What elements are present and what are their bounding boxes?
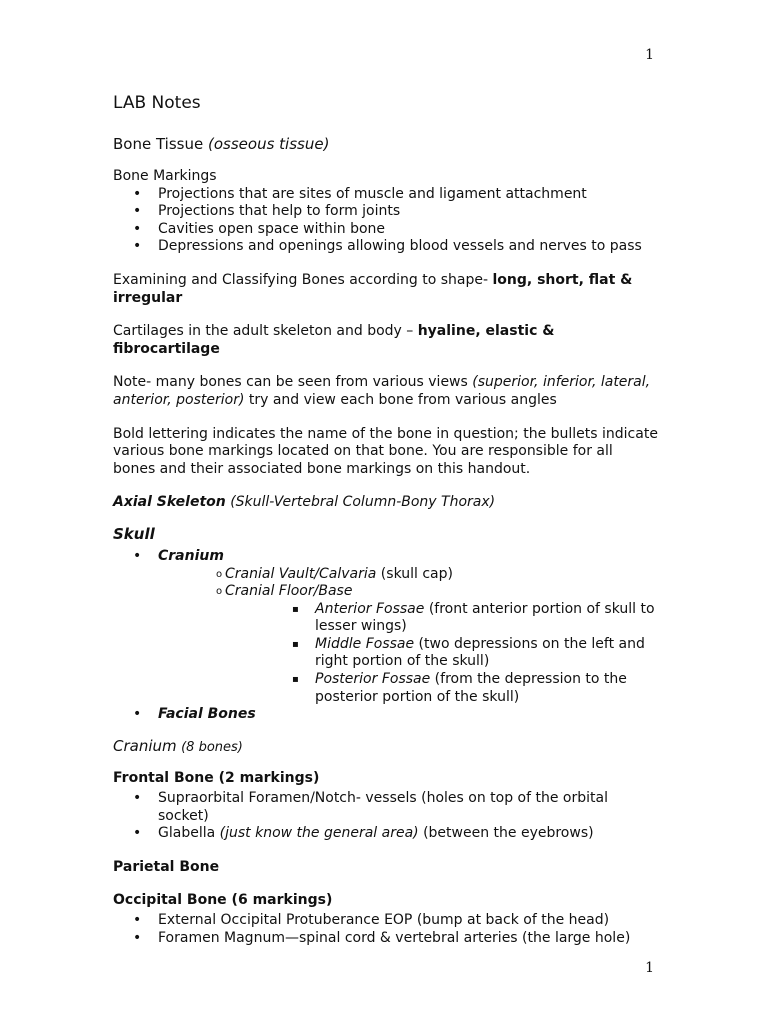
- bullet-icon: •: [133, 185, 142, 202]
- list-item: [113, 790, 658, 825]
- skull-heading: Skull: [113, 524, 155, 543]
- fossa-desc: (two depressions on the left and right portion of the skull): [315, 635, 645, 670]
- circle-bullet-icon: o: [216, 568, 223, 580]
- list-item: [225, 636, 658, 671]
- list-item: [158, 566, 658, 584]
- fossa-desc: (from the depression to the posterior portion of the skull): [315, 671, 627, 705]
- list-item: [158, 583, 658, 706]
- parietal-bone-heading: Parietal Bone: [113, 858, 220, 875]
- bullet-icon: •: [133, 706, 142, 723]
- square-bullet-icon: ▪: [292, 674, 299, 686]
- circle-bullet-icon: o: [216, 586, 223, 598]
- floor-name: Cranial Floor/Base: [225, 583, 353, 600]
- list-item: [113, 912, 658, 930]
- fossa-name: Anterior Fossae: [315, 600, 425, 617]
- bone-tissue-heading: [113, 134, 658, 154]
- axial-skeleton-note: (Skull-Vertebral Column-Bony Thorax): [230, 494, 496, 511]
- occipital-bone-heading: Occipital Bone (6 markings): [113, 892, 333, 909]
- frontal-bone-heading: Frontal Bone (2 markings): [113, 770, 320, 787]
- classifying-paragraph: [113, 272, 658, 307]
- bullet-icon: •: [133, 912, 142, 928]
- cranium-title: Cranium: [113, 736, 177, 755]
- cranium-parts: [158, 566, 658, 707]
- bullet-icon: •: [133, 547, 142, 564]
- list-item: [113, 221, 658, 239]
- note-views: (superior, inferior, lateral, anterior, posterior): [113, 374, 651, 408]
- list-item: [113, 930, 658, 948]
- bullet-icon: •: [133, 929, 142, 946]
- bone-tissue-title: Bone Tissue: [113, 135, 204, 153]
- classifying-text: Examining and Classifying Bones according to shape-: [113, 271, 493, 288]
- note-text-2: try and view each bone from various angles: [244, 391, 557, 408]
- vault-desc: (skull cap): [376, 565, 453, 582]
- list-item-text: Projections that help to form joints: [158, 203, 401, 220]
- cartilage-types: hyaline, elastic & fibrocartilage: [113, 323, 555, 357]
- fossa-name: Posterior Fossae: [315, 671, 431, 688]
- list-item-text: Cavities open space within bone: [158, 220, 386, 237]
- axial-skeleton-heading: [113, 494, 658, 512]
- bullet-icon: •: [133, 825, 142, 842]
- classifying-shapes: long, short, flat & irregular: [113, 271, 633, 306]
- fossae-list: [225, 601, 658, 707]
- list-item: [113, 186, 658, 204]
- list-item-text: Depressions and openings allowing blood vessels and nerves to pass: [158, 238, 642, 255]
- list-item: [113, 825, 658, 843]
- glabella-text: Glabella: [158, 825, 220, 842]
- cranium-label: Cranium: [158, 547, 224, 564]
- list-item: [225, 671, 658, 706]
- page-number-top: 1: [645, 47, 654, 63]
- list-item: [113, 548, 658, 706]
- cranium-heading: [113, 738, 658, 757]
- cartilages-text: Cartilages in the adult skeleton and body –: [113, 323, 418, 340]
- list-item-text: External Occipital Protuberance EOP (bump at back of the head): [158, 912, 610, 928]
- cranium-note: (8 bones): [181, 739, 243, 755]
- bullet-icon: •: [133, 203, 142, 220]
- skull-outline: [113, 548, 658, 724]
- page-title: LAB Notes: [113, 93, 201, 113]
- occipital-bone-list: [113, 912, 658, 947]
- document-body: [113, 88, 658, 963]
- list-item-text: Supraorbital Foramen/Notch- vessels (holes on top of the orbital socket): [158, 790, 608, 824]
- bullet-icon: •: [133, 220, 142, 237]
- square-bullet-icon: ▪: [292, 638, 299, 650]
- axial-skeleton-title: Axial Skeleton: [113, 494, 226, 511]
- bullet-icon: •: [133, 238, 142, 255]
- glabella-desc: (between the eyebrows): [418, 825, 594, 842]
- bold-lettering-note: Bold lettering indicates the name of the bone in question; the bullets indicate various bone markings located on that bone. You are responsible for all bones and their associated bone markings on this handout.: [113, 425, 658, 477]
- list-item: [225, 601, 658, 636]
- cartilages-paragraph: [113, 323, 658, 358]
- list-item-text: Projections that are sites of muscle and ligament attachment: [158, 185, 587, 202]
- bullet-icon: •: [133, 790, 142, 807]
- bone-tissue-note: (osseous tissue): [208, 135, 330, 153]
- bone-markings-label: Bone Markings: [113, 168, 217, 184]
- frontal-bone-list: [113, 790, 658, 843]
- vault-name: Cranial Vault/Calvaria: [225, 565, 377, 582]
- list-item-text: Foramen Magnum—spinal cord & vertebral arteries (the large hole): [158, 929, 631, 946]
- glabella-note: (just know the general area): [219, 825, 419, 842]
- square-bullet-icon: ▪: [292, 603, 299, 615]
- note-text-1: Note- many bones can be seen from various views: [113, 374, 473, 391]
- bone-markings-list: [113, 186, 658, 256]
- fossa-desc: (front anterior portion of skull to lesser wings): [315, 600, 655, 635]
- fossa-name: Middle Fossae: [315, 635, 415, 652]
- facial-bones-label: Facial Bones: [158, 706, 256, 723]
- page-number-bottom: 1: [645, 960, 654, 976]
- list-item: [113, 203, 658, 221]
- list-item: [113, 238, 658, 256]
- views-note: [113, 374, 658, 409]
- list-item: [113, 706, 658, 724]
